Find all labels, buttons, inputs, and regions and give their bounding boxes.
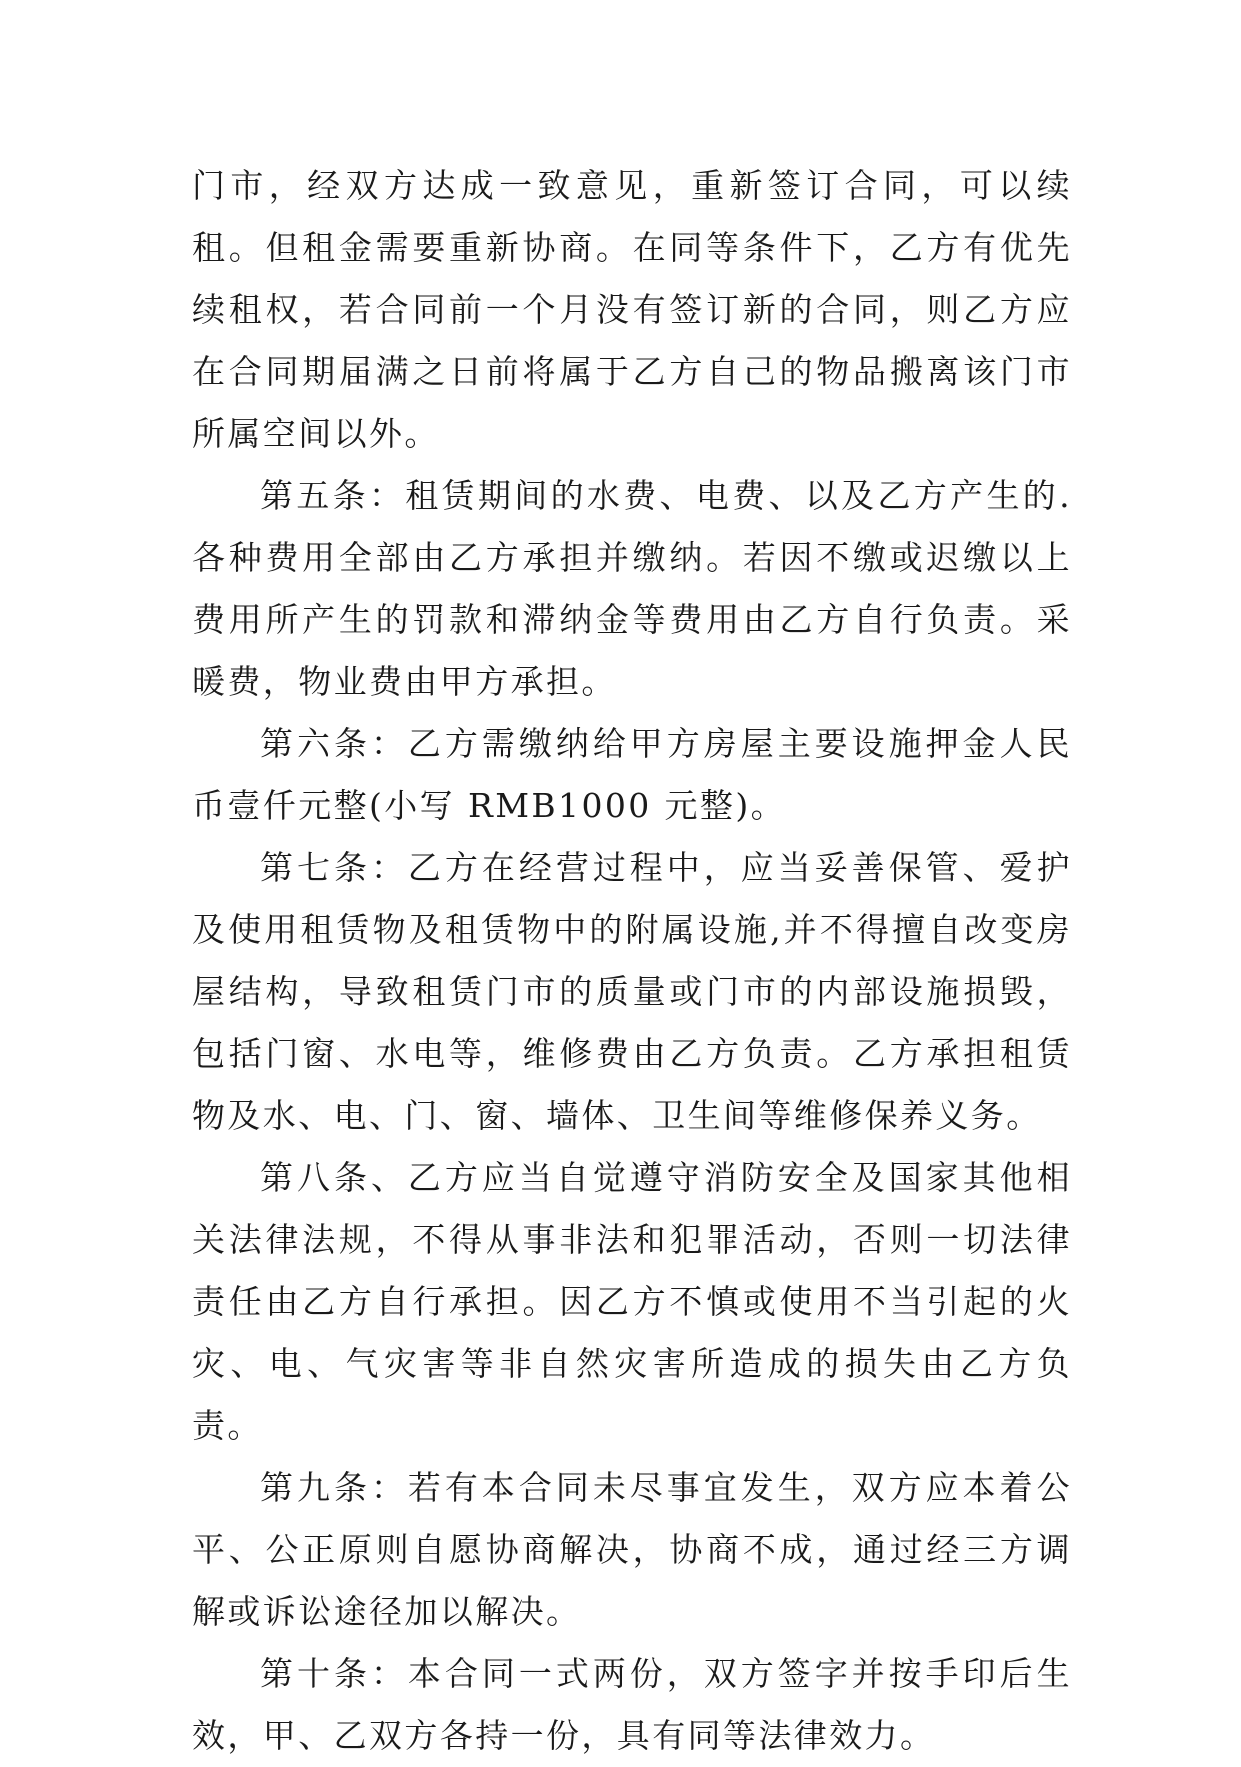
paragraph-article-10: 第十条：本合同一式两份，双方签字并按手印后生效，甲、乙双方各持一份，具有同等法律效力。 (192, 1654, 1072, 1755)
paragraph-article-8: 第八条、乙方应当自觉遵守消防安全及国家其他相关法律法规，不得从事非法和犯罪活动，否则一切法律责任由乙方自行承担。因乙方不慎或使用不当引起的火灾、电、气灾害等非自然灾害所造成的损失由乙方负责。 (192, 1158, 1072, 1445)
paragraph-article-6: 第六条：乙方需缴纳给甲方房屋主要设施押金人民币壹仟元整(小写 RMB1000 元整)。 (192, 724, 1072, 825)
paragraph-article-9: 第九条：若有本合同未尽事宜发生，双方应本着公平、公正原则自愿协商解决，协商不成，通过经三方调解或诉讼途径加以解决。 (192, 1468, 1072, 1631)
paragraph-article-5: 第五条：租赁期间的水费、电费、以及乙方产生的.各种费用全部由乙方承担并缴纳。若因不缴或迟缴以上费用所产生的罚款和滞纳金等费用由乙方自行负责。采暖费，物业费由甲方承担。 (192, 476, 1072, 701)
paragraph-continuation: 门市，经双方达成一致意见，重新签订合同，可以续租。但租金需要重新协商。在同等条件下，乙方有优先续租权，若合同前一个月没有签订新的合同，则乙方应在合同期届满之日前将属于乙方自己的物品搬离该门市所属空间以外。 (192, 166, 1072, 453)
paragraph-article-7: 第七条：乙方在经营过程中，应当妥善保管、爱护及使用租赁物及租赁物中的附属设施,并不得擅自改变房屋结构，导致租赁门市的质量或门市的内部设施损毁，包括门窗、水电等，维修费由乙方负责。乙方承担租赁物及水、电、门、窗、墙体、卫生间等维修保养义务。 (192, 848, 1072, 1135)
document-body (192, 155, 1072, 1767)
